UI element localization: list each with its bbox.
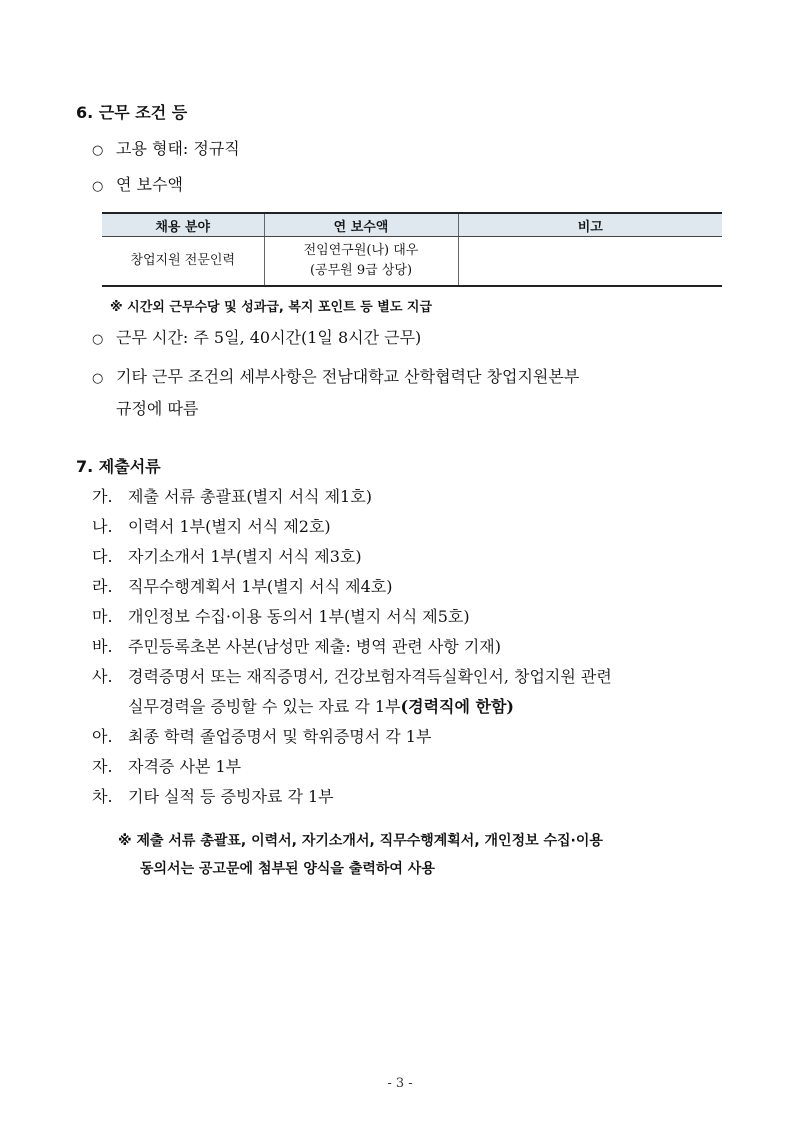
section-6-heading: 6. 근무 조건 등: [76, 103, 188, 122]
other-conditions-line1: 기타 근무 조건의 세부사항은 전남대학교 산학협력단 창업지원본부: [116, 367, 580, 386]
annual-pay-text: 연 보수액: [116, 175, 183, 194]
item-text: 경력증명서 또는 재직증명서, 건강보험자격득실확인서, 창업지원 관련: [128, 667, 612, 686]
forms-note-line2: 동의서는 공고문에 첨부된 양식을 출력하여 사용: [140, 861, 435, 877]
cell-remark: [458, 237, 722, 287]
cell-field: 창업지원 전문인력: [102, 237, 264, 287]
item-text: 주민등록초본 사본(남성만 제출: 병역 관련 사항 기재): [128, 637, 501, 656]
list-item: [92, 512, 732, 542]
list-item: [92, 782, 732, 812]
bullet-mark: ○: [92, 143, 104, 158]
item-text: 실무경력을 증빙할 수 있는 자료 각 1부: [128, 697, 401, 716]
pay-table: [102, 212, 722, 287]
table-row: [102, 237, 722, 287]
item-key: 자.: [92, 757, 113, 776]
list-item: [92, 602, 732, 632]
item-text: 제출 서류 총괄표(별지 서식 제1호): [128, 487, 372, 506]
item-key: 사.: [92, 667, 113, 686]
item-key: 가.: [92, 487, 113, 506]
item-key: 다.: [92, 547, 113, 566]
item-key: 바.: [92, 637, 113, 656]
item-text: 기타 실적 등 증빙자료 각 1부: [128, 787, 334, 806]
annual-pay-bullet: [92, 170, 732, 202]
list-item-continuation: [92, 692, 732, 722]
page-number: - 3 -: [387, 1076, 413, 1091]
item-text: 개인정보 수집·이용 동의서 1부(별지 서식 제5호): [128, 607, 470, 626]
item-text: 자격증 사본 1부: [128, 757, 242, 776]
item-text: 이력서 1부(별지 서식 제2호): [128, 517, 331, 536]
item-text: 자기소개서 1부(별지 서식 제3호): [128, 547, 362, 566]
list-item: [92, 482, 732, 512]
item-text-bold: (경력직에 한함): [400, 697, 514, 716]
item-key: 차.: [92, 787, 113, 806]
list-item: [92, 662, 732, 692]
other-conditions-bullet: [92, 362, 732, 424]
forms-note-line1: ※ 제출 서류 총괄표, 이력서, 자기소개서, 직무수행계획서, 개인정보 수집·이용: [118, 833, 603, 849]
item-key: 라.: [92, 577, 113, 596]
employment-type-text: 고용 형태: 정규직: [116, 139, 240, 158]
list-item: [92, 542, 732, 572]
bullet-mark: ○: [92, 332, 104, 347]
cell-pay: [264, 237, 458, 287]
employment-type-bullet: [92, 134, 732, 166]
header-pay: 연 보수액: [264, 213, 458, 237]
bullet-mark: ○: [92, 179, 104, 194]
header-field: 채용 분야: [102, 213, 264, 237]
list-item: [92, 752, 732, 782]
pay-table-header-row: [102, 213, 722, 237]
list-item: [92, 722, 732, 752]
work-hours-bullet: [92, 323, 732, 355]
list-item: [92, 572, 732, 602]
header-remark: 비고: [458, 213, 722, 237]
item-key: 마.: [92, 607, 113, 626]
other-conditions-line2: 규정에 따름: [116, 399, 199, 418]
work-hours-text: 근무 시간: 주 5일, 40시간(1일 8시간 근무): [116, 328, 422, 347]
cell-pay-line1: 전임연구원(나) 대우: [303, 243, 419, 258]
cell-pay-line2: (공무원 9급 상당): [309, 263, 413, 278]
section-7-heading: 7. 제출서류: [76, 457, 161, 476]
bullet-mark: ○: [92, 371, 104, 386]
item-text: 최종 학력 졸업증명서 및 학위증명서 각 1부: [128, 727, 432, 746]
list-item: [92, 632, 732, 662]
documents-list: [92, 482, 732, 812]
item-text: 직무수행계획서 1부(별지 서식 제4호): [128, 577, 393, 596]
item-key: 아.: [92, 727, 113, 746]
item-key: 나.: [92, 517, 113, 536]
allowance-note: ※ 시간외 근무수당 및 성과급, 복지 포인트 등 별도 지급: [110, 300, 433, 315]
